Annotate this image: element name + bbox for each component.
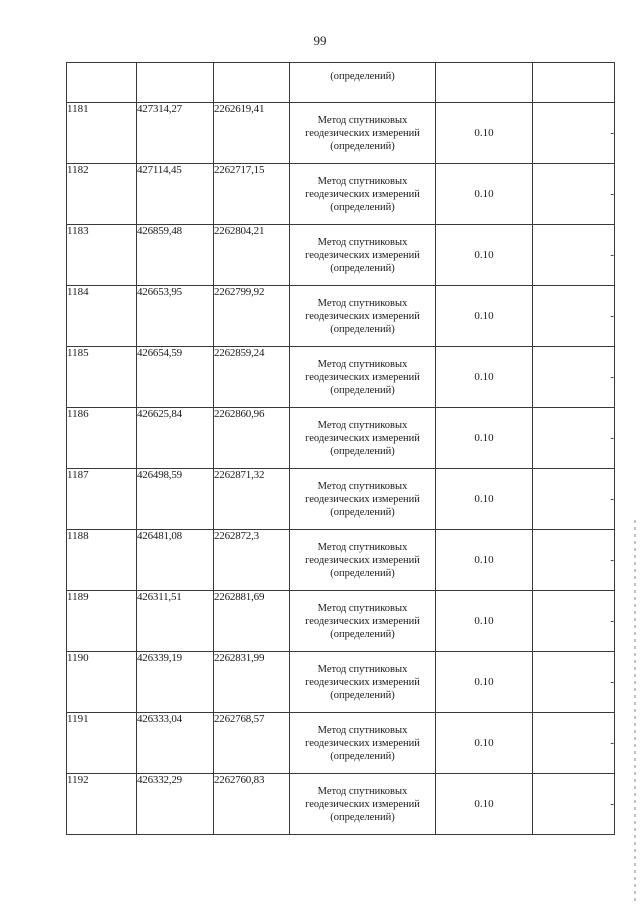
method-line: геодезических измерений [305, 798, 420, 810]
method-line: Метод спутниковых [317, 602, 408, 614]
method-line: геодезических измерений [305, 127, 420, 139]
table-row [67, 469, 615, 530]
cell-x-coordinate: 426339,19 [137, 652, 214, 713]
method-line: Метод спутниковых [317, 724, 408, 736]
table-row [67, 286, 615, 347]
method-line: геодезических измерений [305, 493, 420, 505]
cell-method [290, 713, 436, 774]
scan-edge-mark [634, 520, 636, 905]
cell-accuracy: 0.10 [436, 347, 533, 408]
cell-y-coordinate: 2262871,32 [214, 469, 290, 530]
method-line: геодезических измерений [305, 432, 420, 444]
cell-x-coordinate: 427314,27 [137, 103, 214, 164]
method-line: (определений) [330, 262, 395, 274]
method-line: (определений) [330, 140, 395, 152]
cell-accuracy: 0.10 [436, 713, 533, 774]
cell-x-coordinate: 426332,29 [137, 774, 214, 835]
cell-y-coordinate: 2262831,99 [214, 652, 290, 713]
method-line: Метод спутниковых [317, 175, 408, 187]
cell-method [290, 347, 436, 408]
method-line: Метод спутниковых [317, 297, 408, 309]
cell-x-coordinate: 426859,48 [137, 225, 214, 286]
cell-method [290, 469, 436, 530]
method-line: (определений) [330, 811, 395, 823]
cell-point-number: 1183 [67, 225, 137, 286]
cell-method [290, 774, 436, 835]
cell-y-coordinate: 2262860,96 [214, 408, 290, 469]
cell-method [290, 652, 436, 713]
cell-point-number: 1192 [67, 774, 137, 835]
cell-x [137, 63, 214, 103]
cell-note: - [533, 286, 615, 347]
cell-note: - [533, 225, 615, 286]
cell-accuracy: 0.10 [436, 469, 533, 530]
cell-y [214, 63, 290, 103]
table-row [67, 530, 615, 591]
cell-method [290, 286, 436, 347]
cell-note [533, 63, 615, 103]
cell-note: - [533, 469, 615, 530]
table-row [67, 652, 615, 713]
method-line: геодезических измерений [305, 676, 420, 688]
method-line: (определений) [330, 750, 395, 762]
table-row [67, 103, 615, 164]
cell-x-coordinate: 426625,84 [137, 408, 214, 469]
cell-x-coordinate: 427114,45 [137, 164, 214, 225]
method-line: (определений) [330, 323, 395, 335]
cell-point-number: 1181 [67, 103, 137, 164]
cell-num [67, 63, 137, 103]
method-line: Метод спутниковых [317, 358, 408, 370]
cell-note: - [533, 408, 615, 469]
cell-accuracy: 0.10 [436, 530, 533, 591]
cell-x-coordinate: 426653,95 [137, 286, 214, 347]
method-line: (определений) [330, 689, 395, 701]
cell-accuracy: 0.10 [436, 225, 533, 286]
cell-method [290, 103, 436, 164]
cell-point-number: 1190 [67, 652, 137, 713]
cell-method [290, 408, 436, 469]
method-line: (определений) [330, 567, 395, 579]
method-line: Метод спутниковых [317, 114, 408, 126]
method-line: (определений) [330, 445, 395, 457]
cell-accuracy: 0.10 [436, 286, 533, 347]
cell-note: - [533, 103, 615, 164]
method-line: (определений) [330, 384, 395, 396]
cell-y-coordinate: 2262717,15 [214, 164, 290, 225]
cell-point-number: 1188 [67, 530, 137, 591]
cell-y-coordinate: 2262872,3 [214, 530, 290, 591]
method-line: (определений) [330, 506, 395, 518]
cell-point-number: 1184 [67, 286, 137, 347]
cell-method [290, 225, 436, 286]
cell-x-coordinate: 426333,04 [137, 713, 214, 774]
table-row [67, 774, 615, 835]
cell-point-number: 1185 [67, 347, 137, 408]
continuation-row [67, 63, 615, 103]
cell-note: - [533, 591, 615, 652]
cell-x-coordinate: 426654,59 [137, 347, 214, 408]
cell-method [290, 591, 436, 652]
cell-y-coordinate: 2262619,41 [214, 103, 290, 164]
coordinates-table [66, 62, 615, 835]
cell-x-coordinate: 426311,51 [137, 591, 214, 652]
cell-y-coordinate: 2262804,21 [214, 225, 290, 286]
cell-note: - [533, 164, 615, 225]
method-line: Метод спутниковых [317, 785, 408, 797]
method-line: геодезических измерений [305, 554, 420, 566]
cell-y-coordinate: 2262881,69 [214, 591, 290, 652]
method-tail: (определений) [330, 71, 395, 82]
cell-accuracy: 0.10 [436, 164, 533, 225]
method-line: геодезических измерений [305, 371, 420, 383]
cell-point-number: 1187 [67, 469, 137, 530]
method-line: геодезических измерений [305, 188, 420, 200]
method-line: (определений) [330, 628, 395, 640]
cell-y-coordinate: 2262768,57 [214, 713, 290, 774]
cell-note: - [533, 347, 615, 408]
cell-x-coordinate: 426498,59 [137, 469, 214, 530]
method-line: Метод спутниковых [317, 419, 408, 431]
table-row [67, 408, 615, 469]
cell-note: - [533, 652, 615, 713]
cell-y-coordinate: 2262760,83 [214, 774, 290, 835]
cell-point-number: 1186 [67, 408, 137, 469]
table-row [67, 591, 615, 652]
cell-point-number: 1191 [67, 713, 137, 774]
table-row [67, 164, 615, 225]
cell-point-number: 1189 [67, 591, 137, 652]
method-line: Метод спутниковых [317, 236, 408, 248]
method-line: Метод спутниковых [317, 480, 408, 492]
cell-y-coordinate: 2262859,24 [214, 347, 290, 408]
method-line: геодезических измерений [305, 615, 420, 627]
method-line: геодезических измерений [305, 310, 420, 322]
cell-x-coordinate: 426481,08 [137, 530, 214, 591]
cell-note: - [533, 713, 615, 774]
cell-method [290, 164, 436, 225]
cell-accuracy [436, 63, 533, 103]
method-line: Метод спутниковых [317, 541, 408, 553]
cell-accuracy: 0.10 [436, 103, 533, 164]
cell-point-number: 1182 [67, 164, 137, 225]
method-line: Метод спутниковых [317, 663, 408, 675]
cell-note: - [533, 530, 615, 591]
table-row [67, 713, 615, 774]
table-row [67, 225, 615, 286]
page-number: 99 [313, 33, 327, 48]
method-line: геодезических измерений [305, 737, 420, 749]
cell-accuracy: 0.10 [436, 774, 533, 835]
cell-accuracy: 0.10 [436, 652, 533, 713]
table-row [67, 347, 615, 408]
method-line: геодезических измерений [305, 249, 420, 261]
method-line: (определений) [330, 201, 395, 213]
cell-accuracy: 0.10 [436, 408, 533, 469]
cell-method [290, 63, 436, 103]
cell-method [290, 530, 436, 591]
cell-note: - [533, 774, 615, 835]
cell-y-coordinate: 2262799,92 [214, 286, 290, 347]
cell-accuracy: 0.10 [436, 591, 533, 652]
